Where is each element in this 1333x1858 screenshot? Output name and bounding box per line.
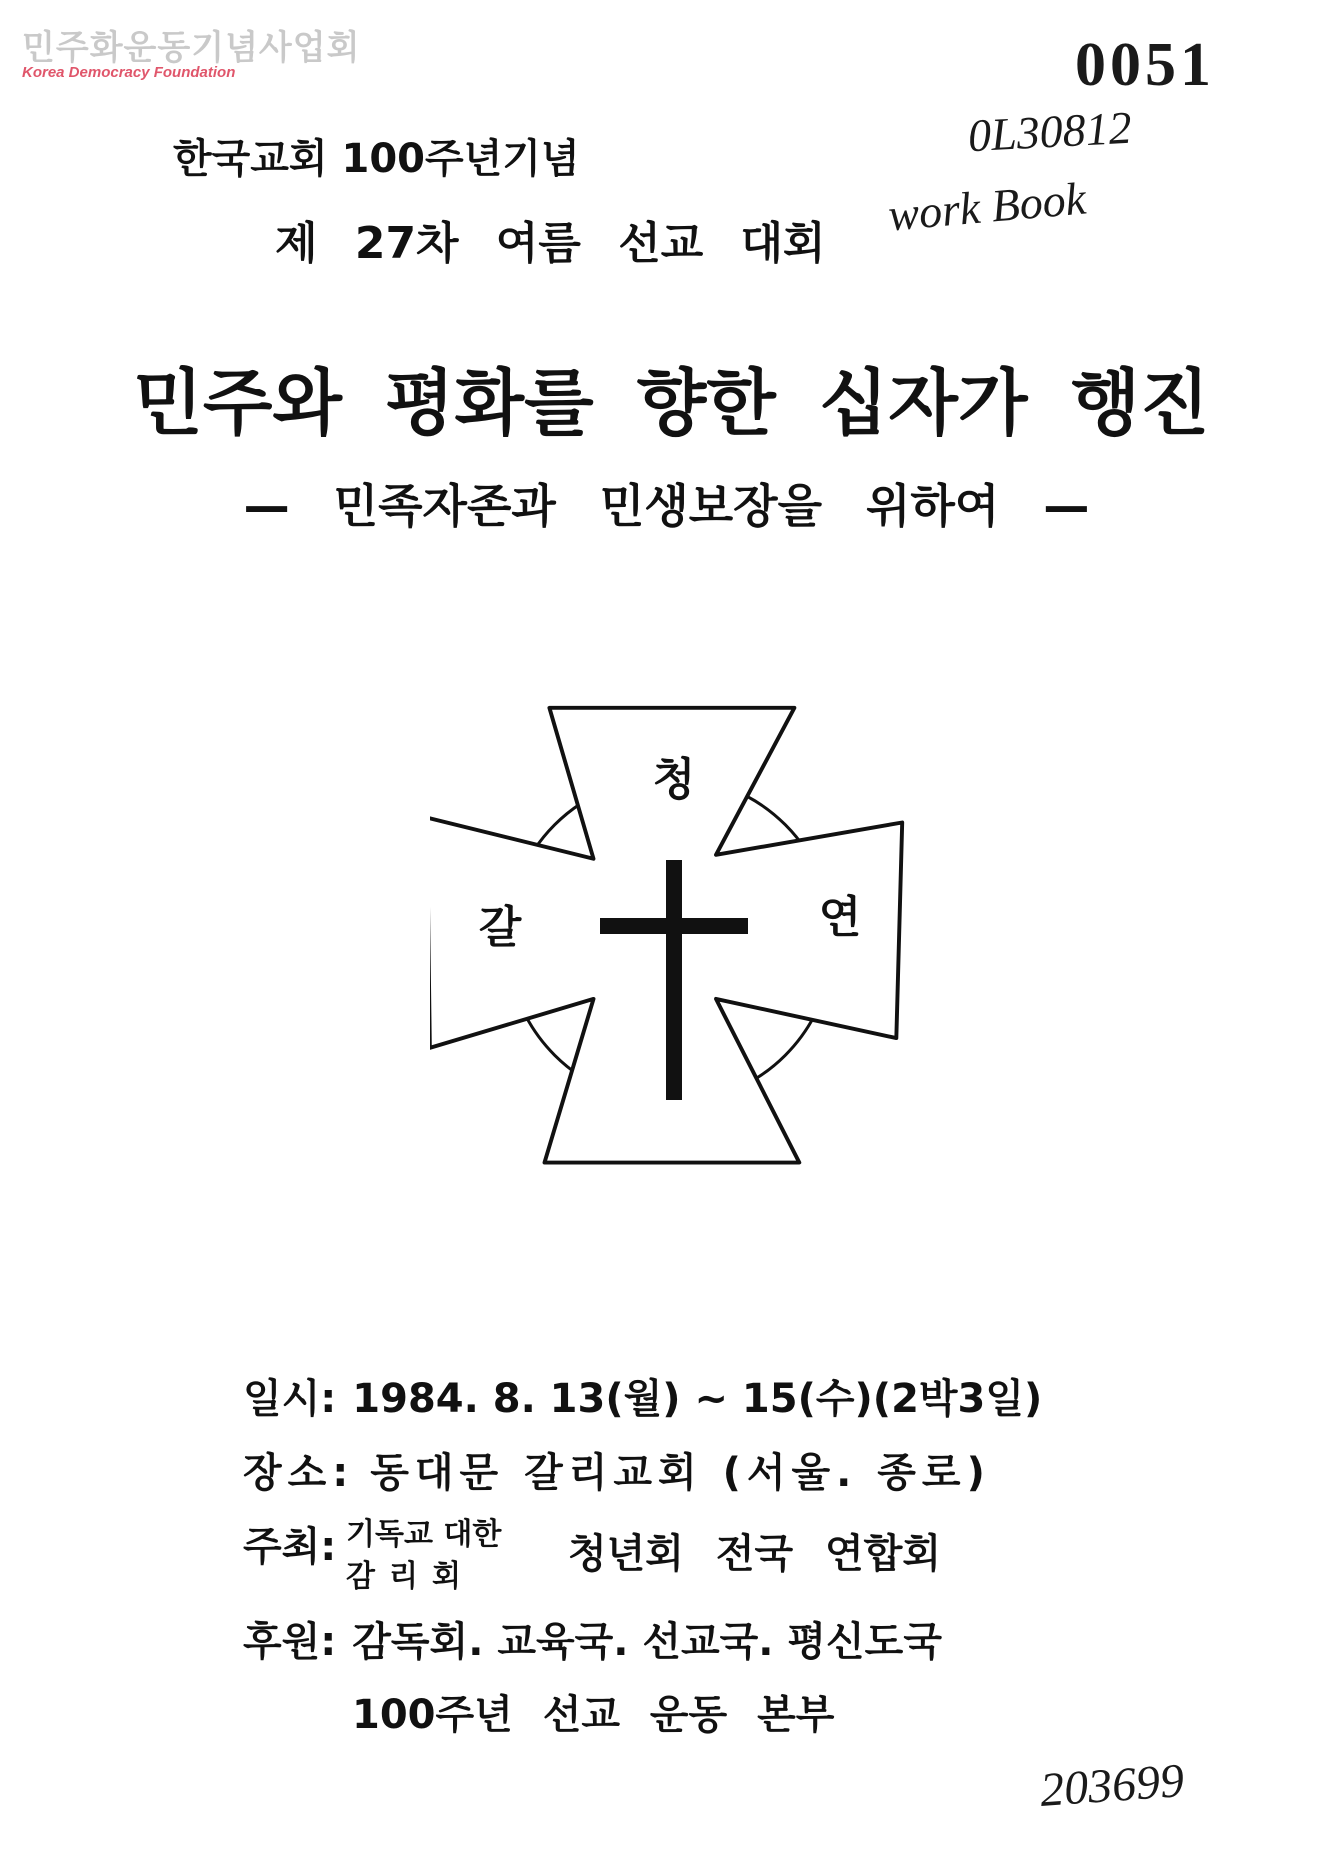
event-name: 제 27차 여름 선교 대회 <box>275 218 826 269</box>
emblem-char-top: 청 <box>652 754 696 805</box>
anniversary-heading: 한국교회 100주년기념 <box>173 136 580 182</box>
emblem-char-right: 연 <box>818 892 862 943</box>
emblem-char-left: 갈 <box>478 902 522 953</box>
page-subtitle: — 민족자존과 민생보장을 위하여 — <box>243 479 1090 533</box>
date-value: 1984. 8. 13(월) ~ 15(수)(2박3일) <box>352 1376 1043 1422</box>
cross-bar-vertical <box>666 860 682 1100</box>
place-label: 장소: <box>243 1450 355 1496</box>
sponsor-value: 감독회. 교육국. 선교국. 평신도국 <box>352 1619 942 1665</box>
place-row <box>243 1441 991 1498</box>
handwritten-note: work Book <box>886 172 1088 241</box>
host-line-2: 감리회 <box>346 1559 475 1594</box>
handwritten-doc-number: 0051 <box>1075 31 1215 99</box>
host-line-1: 기독교 대한 <box>346 1517 502 1552</box>
cross-emblem <box>430 700 910 1180</box>
host-organization: 청년회 전국 연합회 <box>568 1531 941 1577</box>
sponsor-label: 후원: <box>243 1619 337 1665</box>
sponsor-line-2: 100주년 선교 운동 본부 <box>352 1692 835 1738</box>
handwritten-reference: 0L30812 <box>966 101 1133 162</box>
sponsor-row <box>243 1610 942 1667</box>
watermark-korean: 민주화운동기념사업회 <box>22 28 361 68</box>
page-title: 민주와 평화를 향한 십자가 행진 <box>133 361 1210 445</box>
date-row <box>243 1367 1042 1424</box>
date-label: 일시: <box>243 1376 337 1422</box>
host-row <box>243 1515 352 1572</box>
watermark-english: Korea Democracy Foundation <box>22 64 236 81</box>
host-label: 주최: <box>243 1524 337 1570</box>
handwritten-bottom-number: 203699 <box>1038 1754 1186 1817</box>
place-value: 동대문 갈리교회 (서울. 종로) <box>370 1450 991 1496</box>
